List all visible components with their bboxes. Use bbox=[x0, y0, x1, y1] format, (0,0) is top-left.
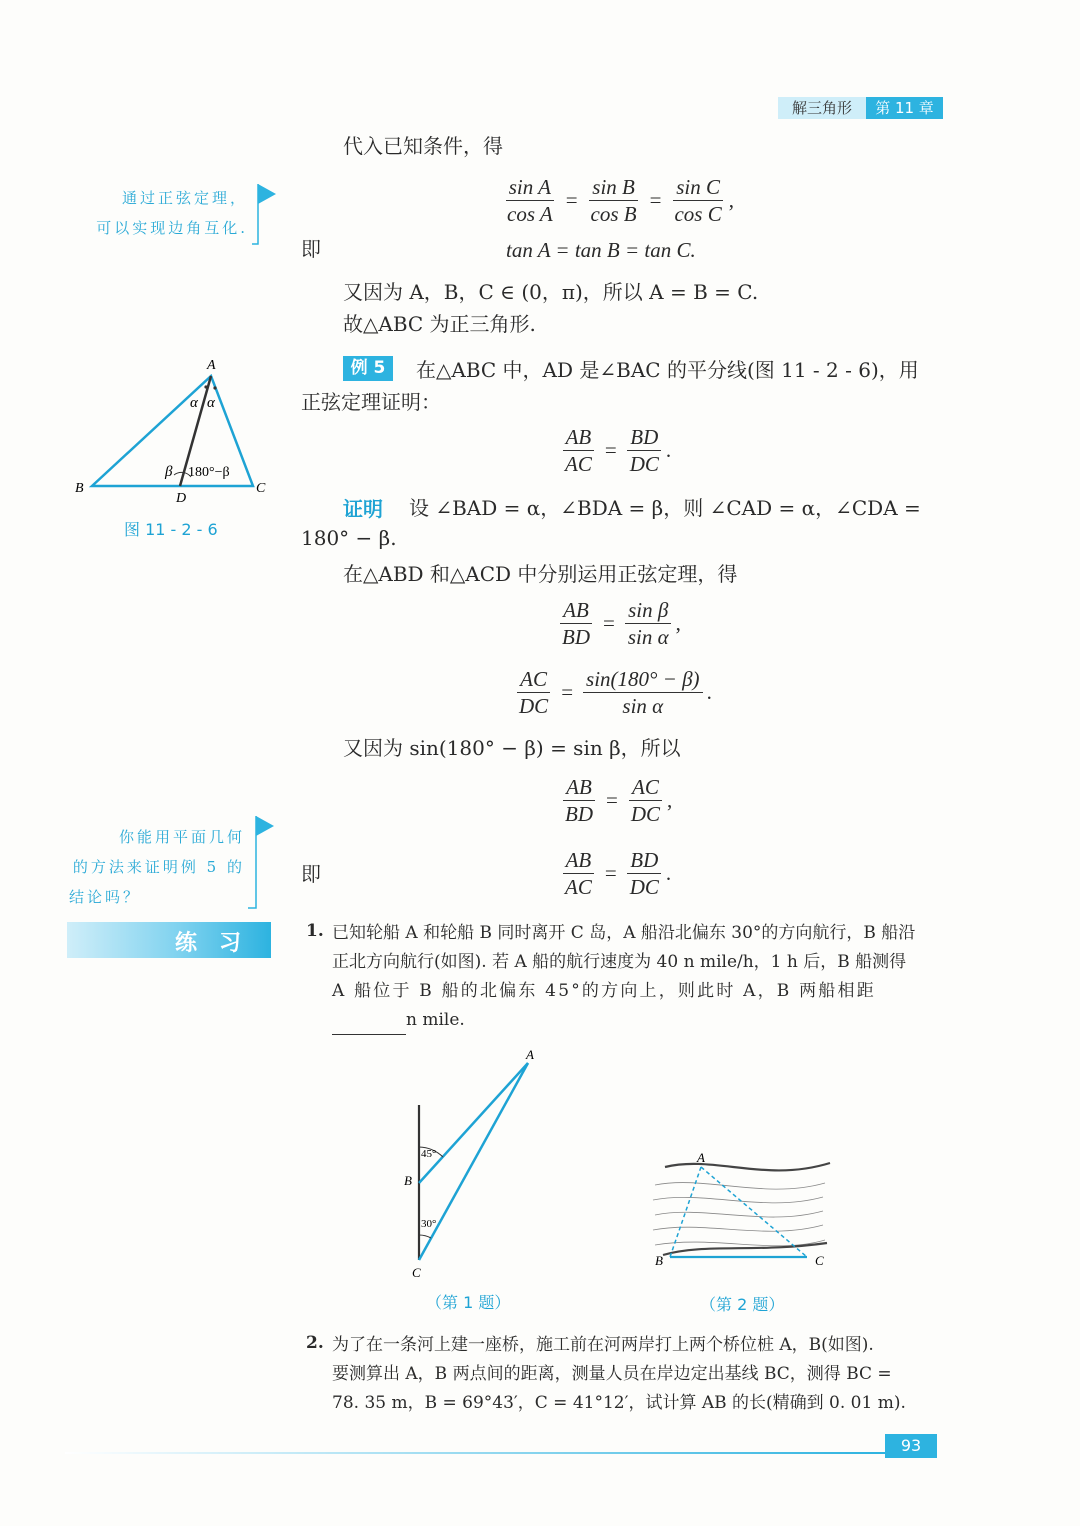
exercise-2-number: 2. bbox=[306, 1333, 324, 1353]
label-a: A bbox=[526, 1047, 534, 1062]
sidebar-note-2 bbox=[55, 822, 245, 912]
label-d: D bbox=[176, 491, 187, 506]
sidebar-note-2-line: 你能用平面几何 bbox=[118, 828, 245, 846]
flag-marker-icon bbox=[248, 814, 274, 914]
exercise-1-line: 正北方向航行(如图). 若 A 船的航行速度为 40 n mile/h，1 h 后，B 船测得 bbox=[332, 952, 907, 972]
label-b: B bbox=[404, 1173, 412, 1188]
unit-text: n mile. bbox=[406, 1010, 465, 1030]
sidebar-note-1 bbox=[60, 183, 248, 243]
ji-label: 即 bbox=[301, 237, 321, 261]
example-label: 例 5 bbox=[343, 356, 393, 381]
proof-text-4: 又因为 sin(180° − β) = sin β，所以 bbox=[343, 736, 681, 760]
label-c: C bbox=[815, 1253, 824, 1268]
exercise-2-line: 要测算出 A，B 两点间的距离，测量人员在岸边定出基线 BC，测得 BC = bbox=[332, 1364, 892, 1384]
fraction: $\frac{AB}{AC}$ bbox=[562, 847, 595, 900]
label-45: 45° bbox=[421, 1148, 437, 1160]
equation-sin-over-cos: $\frac{\text{sin A}}{\text{cos A}}$ = $\frac{\text{sin B}}{\text{cos B}}$ = $\frac{\text{sin C}}{\text{cos C}}$ , bbox=[500, 174, 734, 227]
fraction: $\frac{AB}{AC}$ bbox=[562, 424, 595, 477]
practice-label: 练 习 bbox=[175, 931, 242, 956]
exercise-1-answer-line bbox=[332, 1006, 944, 1035]
exercise-1-caption: （第 1 题） bbox=[426, 1293, 511, 1312]
proof-text-2: 180° − β. bbox=[301, 526, 397, 550]
exercise-1-line: 已知轮船 A 和轮船 B 同时离开 C 岛，A 船沿北偏东 30°的方向航行，B 船沿 bbox=[332, 923, 916, 943]
sidebar-note-2-line: 的方法来证明例 5 的 bbox=[72, 858, 245, 876]
answer-blank[interactable] bbox=[332, 1014, 406, 1035]
exercise-2-line: 78. 35 m，B = 69°43′，C = 41°12′，试计算 AB 的长(精确到 0. 01 m). bbox=[332, 1393, 906, 1413]
equation-ratio-claim: $\frac{AB}{AC}$ = $\frac{BD}{DC}$ . bbox=[558, 424, 671, 477]
figure-caption: 图 11 - 2 - 6 bbox=[124, 520, 218, 539]
sidebar-note-2-line: 结论吗？ bbox=[69, 888, 142, 906]
flag-marker-icon bbox=[252, 182, 278, 248]
figure-11-2-6 bbox=[70, 355, 280, 515]
label-b: B bbox=[75, 481, 84, 496]
label-b: B bbox=[655, 1253, 663, 1268]
footer-rule bbox=[65, 1452, 885, 1454]
intro-line: 代入已知条件，得 bbox=[343, 134, 503, 158]
fraction: $\frac{AB}{BD}$ bbox=[562, 598, 590, 649]
page-number: 93 bbox=[885, 1434, 937, 1458]
exercise-1-text bbox=[332, 919, 944, 1035]
practice-banner bbox=[67, 922, 271, 958]
example-text-1: 在△ABC 中，AD 是∠BAC 的平分线(图 11 - 2 - 6)，用 bbox=[416, 358, 919, 382]
segment-ba bbox=[419, 1063, 528, 1183]
label-c: C bbox=[412, 1265, 421, 1280]
equation-tan: tan A = tan B = tan C. bbox=[506, 238, 696, 262]
fraction: $\frac{\text{sin B}}{\text{cos B}}$ bbox=[590, 175, 637, 226]
fraction: $\frac{AC}{DC}$ bbox=[519, 667, 549, 718]
fraction: $\frac{\sin(180^\circ - \beta)}{\text{sin α}}$ bbox=[583, 666, 703, 719]
fraction: $\frac{BD}{DC}$ bbox=[627, 424, 662, 477]
fraction: $\frac{AB}{BD}$ bbox=[565, 775, 593, 826]
equation-acd: $\frac{AC}{DC}$ = $\frac{\sin(180^\circ - \beta)}{\text{sin α}}$ . bbox=[512, 666, 712, 719]
proof-text-3: 在△ABD 和△ACD 中分别运用正弦定理，得 bbox=[343, 562, 738, 586]
proof-label: 证明 bbox=[343, 497, 383, 521]
label-angle: 180°−β bbox=[188, 465, 230, 480]
fraction: $\frac{AC}{DC}$ bbox=[630, 775, 661, 826]
label-alpha-1: α bbox=[190, 395, 198, 411]
exercise-1-line: A 船位于 B 船的北偏东 45°的方向上，则此时 A，B 两船相距 bbox=[332, 981, 876, 1001]
exercise-2-caption: （第 2 题） bbox=[700, 1295, 785, 1314]
ji-label-2: 即 bbox=[301, 862, 321, 886]
fraction: $\frac{\text{sin C}}{\text{cos C}}$ bbox=[674, 175, 722, 226]
exercise-2-text bbox=[332, 1331, 944, 1418]
exercise-1-figure bbox=[398, 1045, 548, 1285]
chapter-number-tab: 第 11 章 bbox=[866, 97, 943, 119]
label-beta: β bbox=[165, 464, 173, 480]
label-a: A bbox=[697, 1150, 705, 1165]
fraction: $\frac{BD}{DC}$ bbox=[627, 847, 662, 900]
label-c: C bbox=[256, 481, 266, 496]
fraction: $\frac{\text{sin β}}{\text{sin α}}$ bbox=[625, 597, 672, 650]
exercise-2-line: 为了在一条河上建一座桥，施工前在河两岸打上两个桥位桩 A，B(如图). bbox=[332, 1335, 874, 1355]
label-a: A bbox=[207, 358, 216, 373]
equation-conclusion: $\frac{AB}{AC}$ = $\frac{BD}{DC}$ . bbox=[558, 847, 671, 900]
because-line: 又因为 A，B，C ∈ (0，π)，所以 A = B = C. bbox=[343, 280, 759, 304]
chapter-section-tab: 解三角形 bbox=[778, 97, 866, 119]
fraction: $\frac{\text{sin A}}{\text{cos A}}$ bbox=[507, 175, 553, 226]
exercise-1-number: 1. bbox=[306, 921, 324, 941]
example-text-2: 正弦定理证明： bbox=[301, 390, 441, 414]
sidebar-note-1-line: 可以实现边角互化. bbox=[96, 219, 248, 237]
exercise-2-figure bbox=[645, 1145, 835, 1275]
sidebar-note-1-line: 通过正弦定理， bbox=[121, 189, 248, 207]
equation-combined: $\frac{AB}{BD}$ = $\frac{AC}{DC}$ , bbox=[558, 774, 672, 827]
proof-text-1: 设 ∠BAD = α，∠BDA = β，则 ∠CAD = α，∠CDA = bbox=[409, 496, 921, 520]
therefore-line: 故△ABC 为正三角形. bbox=[343, 312, 536, 336]
label-30: 30° bbox=[421, 1218, 437, 1230]
segment-ca bbox=[419, 1063, 528, 1260]
label-alpha-2: α bbox=[207, 395, 215, 411]
equation-abd: $\frac{AB}{BD}$ = $\frac{\text{sin β}}{\text{sin α}}$ , bbox=[555, 597, 681, 650]
